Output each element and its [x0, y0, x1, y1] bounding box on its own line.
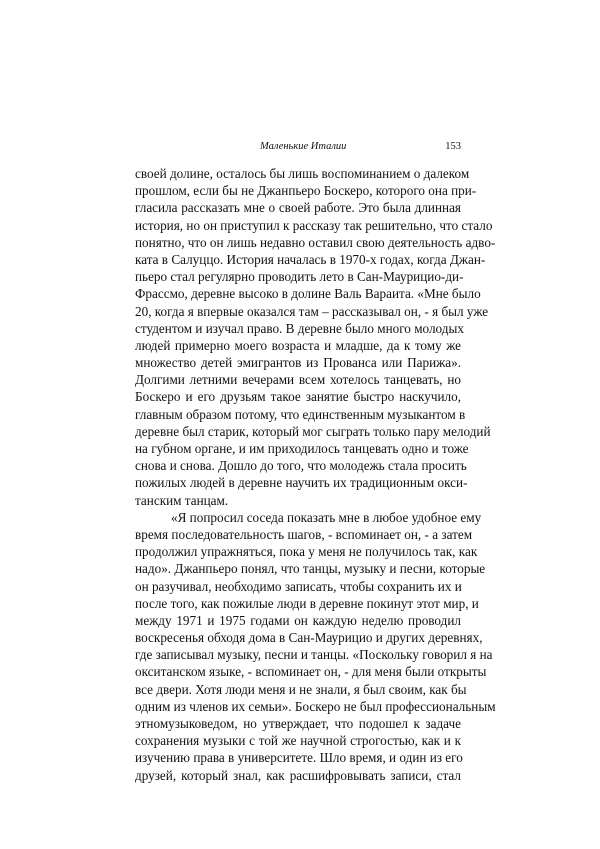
- text-line: где записывал музыку, песни и танцы. «Поскольку говорил я на: [135, 647, 493, 663]
- text-line: этномузыковедом, но утверждает, что подошел к задаче: [135, 716, 461, 731]
- text-line: людей примерно моего возраста и младше, да к тому же: [135, 337, 461, 353]
- text-line: продолжил упражняться, пока у меня не получилось так, как: [135, 544, 478, 560]
- text-line: танским танцам.: [135, 492, 229, 508]
- text-line: пожилых людей в деревне научить их традиционным окси-: [135, 475, 468, 491]
- text-line: главным образом потому, что единственным музыкантом в: [135, 406, 466, 422]
- text-line: изучению права в университете. Шло время, и один из его: [135, 750, 463, 766]
- text-line: после того, как пожилые люди в деревне покинут этот мир, и: [135, 595, 479, 611]
- text-line: он разучивал, необходимо записать, чтобы сохранить их и: [135, 578, 462, 594]
- text-line: воскресенья обходя дома в Сан-Маурицио и других деревнях,: [135, 630, 483, 646]
- text-line: время последовательность шагов, - вспоминает он, - а затем: [135, 526, 473, 542]
- text-line: понятно, что он лишь недавно оставил свою деятельность адво-: [135, 234, 496, 250]
- body-text: [135, 165, 496, 784]
- text-line: ката в Салуццо. История началась в 1970-х годах, когда Джан-: [135, 251, 486, 267]
- text-line: 20, когда я впервые оказался там – рассказывал он, - я был уже: [135, 303, 489, 319]
- text-line: на губном органе, и им приходилось танцевать одно и тоже: [135, 441, 469, 456]
- text-line: надо». Джанпьеро понял, что танцы, музыку и песни, которые: [135, 561, 486, 577]
- text-line: гласила рассказать мне о своей работе. Это была длинная: [135, 200, 461, 216]
- text-line: множество детей эмигрантов из Прованса или Парижа».: [135, 355, 461, 371]
- text-line: Боскеро и его друзьям такое занятие быстро наскучило,: [135, 389, 461, 405]
- text-line: «Я попросил соседа показать мне в любое удобное ему: [171, 509, 482, 525]
- text-line: своей долине, осталось бы лишь воспоминанием о далеком: [135, 166, 470, 181]
- text-line: одним из членов их семьи». Боскеро не был профессиональным: [135, 698, 496, 714]
- text-line: Долгими летними вечерами всем хотелось танцевать, но: [135, 372, 461, 388]
- text-line: пьеро стал регулярно проводить лето в Сан-Маурицио-ди-: [135, 269, 464, 285]
- text-line: окситанском языке, - вспоминает он, - для меня были открыты: [135, 664, 487, 680]
- text-line: Фрассмо, деревне высоко в долине Валь Вараита. «Мне было: [135, 286, 481, 302]
- text-line: друзей, который знал, как расшифровывать записи, стал: [135, 767, 461, 783]
- text-line: история, но он приступил к рассказу так решительно, что стало: [135, 217, 493, 233]
- text-line: снова и снова. Дошло до того, что молодежь стала просить: [135, 458, 467, 474]
- text-line: прошлом, если бы не Джанпьеро Боскеро, которого она при-: [135, 183, 477, 199]
- page-header: [152, 141, 461, 157]
- text-line: все двери. Хотя люди меня и не знали, я был своим, как бы: [135, 681, 467, 697]
- page-number: 153: [445, 141, 461, 152]
- text-line: между 1971 и 1975 годами он каждую неделю проводил: [135, 612, 461, 628]
- text-line: студентом и изучал право. В деревне было много молодых: [135, 320, 464, 336]
- text-line: сохранения музыки с той же научной строгостью, как и к: [135, 733, 461, 749]
- paragraph-2: [135, 509, 496, 784]
- running-title: Маленькие Италии: [260, 141, 347, 152]
- text-line: деревне был старик, который мог сыграть только пару мелодий: [135, 423, 491, 439]
- paragraph-1: [135, 165, 496, 509]
